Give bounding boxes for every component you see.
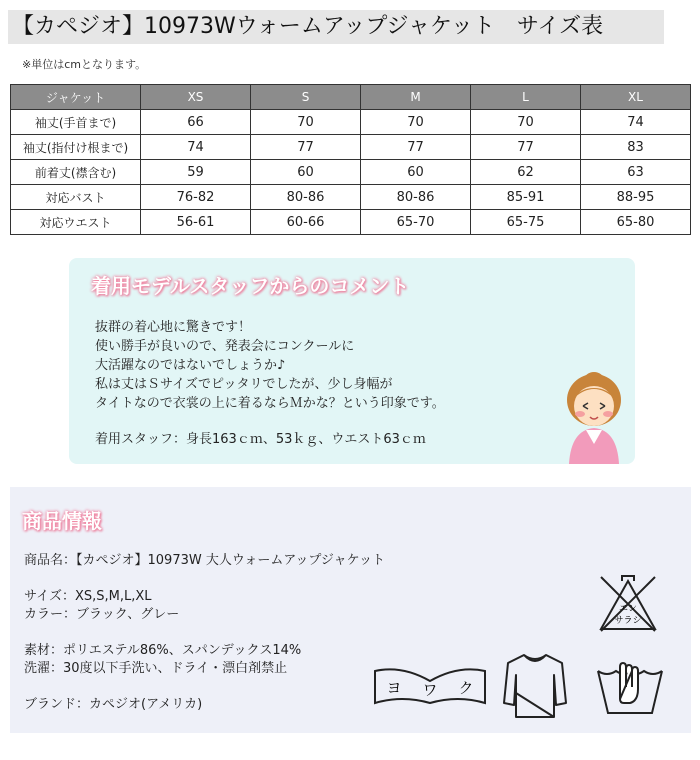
row-label: 袖丈(手首まで) [11,110,141,135]
table-cell: 70 [251,110,361,135]
size-table [10,84,691,235]
product-colors: カラー：ブラック、グレー [24,607,180,622]
table-cell: 80-86 [251,185,361,210]
table-cell: 56-61 [141,210,251,235]
row-label: 袖丈(指付け根まで) [11,135,141,160]
table-row [11,110,691,135]
table-cell: 77 [251,135,361,160]
table-cell: 85-91 [471,185,581,210]
table-cell: 62 [471,160,581,185]
wring-icon [372,663,488,709]
table-cell: 60 [361,160,471,185]
table-cell: 70 [361,110,471,135]
comment-line: 大活躍なのではないでしょうか♪ [95,358,286,373]
product-brand: ブランド：カペジオ(アメリカ) [24,697,203,712]
table-cell: 65-70 [361,210,471,235]
table-row [11,135,691,160]
comment-title: 着用モデルスタッフからのコメント [91,274,410,298]
no-bleach-label-bottom: サラシ [614,616,642,626]
product-info-title: 商品情報 [22,509,102,533]
row-label: 対応ウエスト [11,210,141,235]
hand-wash-icon [594,647,666,719]
table-cell: 65-80 [581,210,691,235]
table-row [11,160,691,185]
product-info-box [10,487,691,733]
table-cell: 66 [141,110,251,135]
staff-girl-icon [559,368,629,464]
sweater-icon [500,649,570,721]
row-label: 前着丈(襟含む) [11,160,141,185]
table-cell: 63 [581,160,691,185]
comment-line: タイトなので衣裳の上に着るならＭかな？という印象です。 [95,396,445,411]
table-cell: 83 [581,135,691,160]
table-row [11,185,691,210]
header-cell: S [251,85,361,110]
staff-comment-box [69,258,635,464]
table-cell: 80-86 [361,185,471,210]
wring-char: ク [458,679,474,697]
size-table-header [11,85,691,110]
comment-line: 私は丈はＳサイズでピッタリでしたが、少し身幅が [95,377,393,392]
product-sizes: サイズ：XS,S,M,L,XL [24,589,152,604]
comment-line: 使い勝手が良いので、発表会にコンクールに [95,339,355,354]
table-cell: 76-82 [141,185,251,210]
header-cell: XL [581,85,691,110]
wring-char: ヨ [386,679,402,697]
wring-char: ワ [422,681,438,699]
table-cell: 60-66 [251,210,361,235]
header-cell: XS [141,85,251,110]
header-cell: M [361,85,471,110]
table-cell: 60 [251,160,361,185]
table-cell: 77 [361,135,471,160]
table-cell: 74 [141,135,251,160]
no-bleach-label-top: エン [618,604,638,614]
header-cell: ジャケット [11,85,141,110]
comment-line: 抜群の着心地に驚きです！ [95,320,252,335]
page-title: 【カペジオ】10973Wウォームアップジャケット サイズ表 [8,10,664,44]
product-material: 素材：ポリエステル86%、スパンデックス14% [24,643,302,658]
row-label: 対応バスト [11,185,141,210]
table-cell: 70 [471,110,581,135]
comment-text [95,318,445,413]
table-cell: 74 [581,110,691,135]
table-cell: 88-95 [581,185,691,210]
product-washing: 洗濯：30度以下手洗い、ドライ・漂白剤禁止 [24,661,288,676]
unit-note: ※単位はcmとなります。 [22,58,147,71]
no-bleach-icon [595,573,661,635]
header-cell: L [471,85,581,110]
table-cell: 77 [471,135,581,160]
table-cell: 65-75 [471,210,581,235]
table-cell: 59 [141,160,251,185]
staff-measurements: 着用スタッフ：身長163ｃｍ、53ｋｇ、ウエスト63ｃｍ [95,432,426,447]
table-row [11,210,691,235]
product-name: 商品名：【カペジオ】10973W 大人ウォームアップジャケット [24,553,385,568]
